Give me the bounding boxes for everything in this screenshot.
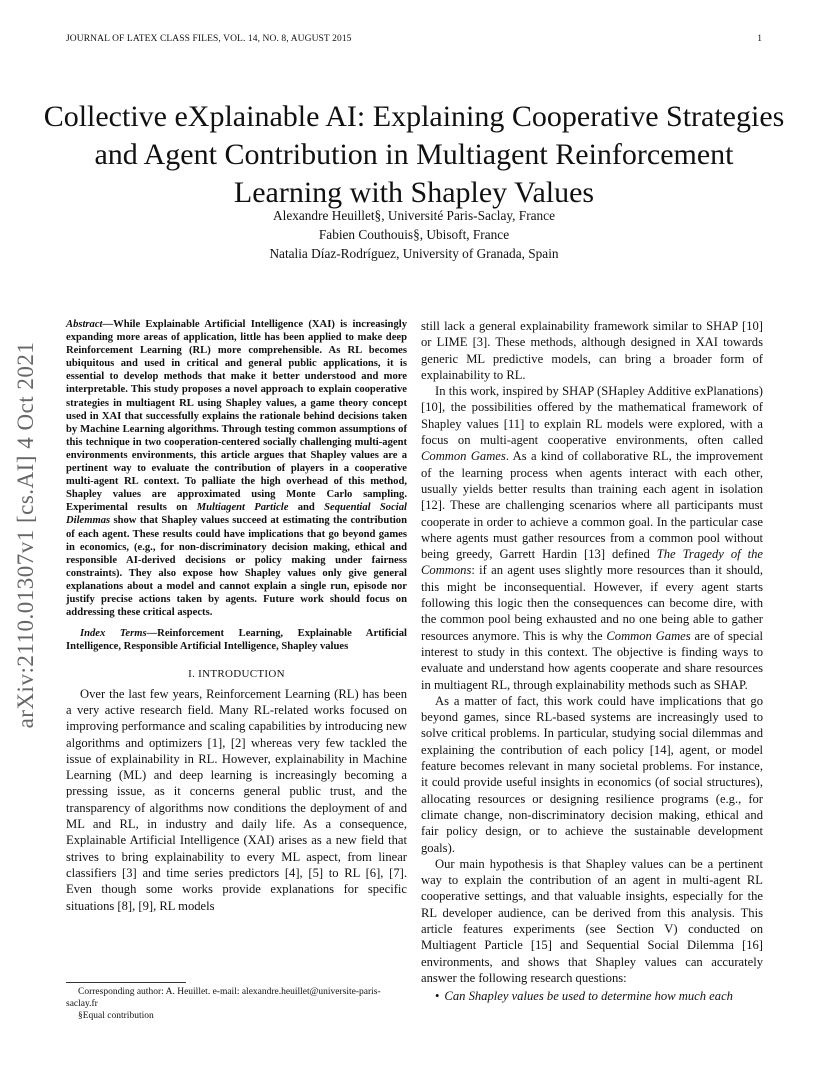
abstract-env1: Multiagent Particle — [196, 502, 289, 514]
intro-paragraph-4: Our main hypothesis is that Shapley values can be a pertinent way to explain the contribution of an agent in multi-agent RL cooperative settings, and that valuable insights, especially for the RL developer audience, can be derived from this analysis. This article features experiments (see Section V) conducted on Multiagent Particle [15] and Sequential Social Dilemma [16] environments, and shows that Shapley values can accurately answer the following research questions: — [421, 856, 763, 985]
intro-paragraph-continued: still lack a general explainability framework similar to SHAP [10] or LIME [3]. These methods, although designed in XAI towards generic ML predictive models, can bring a broader form of explainability to RL. — [421, 319, 763, 382]
research-question-1: • Can Shapley values be used to determine how much each — [435, 989, 733, 1004]
intro-paragraph-1: Over the last few years, Reinforcement Learning (RL) has been a very active research field. Many RL-related works focused on improving performance and scaling capabilities by introducing new algorithms and optimizers [1], [2] whereas very few tackled the issue of explainability in RL. However, explainability in Machine Learning (ML) and deep learning is increasingly becoming a pressing issue, as it concerns general public trust, and the transparency of algorithms now conditions the deployment of and ML and RL, in industry and daily life. As a consequence, Explainable Artificial Intelligence (XAI) arises as a new field that strives to bring explainability to every ML aspect, from linear classifiers [3] and time series predictors [4], [5] to RL [6], [7]. Even though some works provide explanations for specific situations [8], [9], RL models — [66, 686, 407, 913]
index-terms-text: —Reinforcement Learning, Explainable Artificial Intelligence, Responsible Artificial Intelligence, Shapley values — [66, 628, 407, 653]
footnote-rule — [66, 982, 186, 983]
index-terms-label: Index Terms — [80, 628, 147, 640]
paper-title: Collective eXplainable AI: Explaining Cooperative Strategies and Agent Contribution in Multiagent Reinforcement Learning with Shapley Values — [43, 100, 785, 210]
right-column — [421, 318, 763, 1004]
footnote-equal: §Equal contribution — [78, 1011, 154, 1021]
left-column — [66, 318, 407, 914]
intro-paragraph-2: In this work, inspired by SHAP (SHapley Additive exPlanations) [10], the possibilities offered by the mathematical framework of Shapley values [11] to explain RL models were explored, with a focus on multi-agent cooperative environments, often called Common Games. As a kind of collaborative RL, the improvement of the learning process when agents interact with each other, usually yields better results than training each agent in isolation [12]. These are challenging scenarios where all participants must cooperate in order to achieve a common goal. In the particular case where agents must gather resources from a common pool without being greedy, Garrett Hardin [13] defined The Tragedy of the Commons: if an agent uses slightly more resources than it should, this might be inconsequential. However, if every agent starts following this logic then the consequences can become dire, with the common pool being exhausted and no one being able to gather resources anymore. This is why the Common Games are of special interest to study in this context. The objective is finding ways to evaluate and understand how agents cooperate and share resources in multiagent RL, through explainability methods such as SHAP. — [421, 384, 764, 692]
author-1: Alexandre Heuillet§, Université Paris-Saclay, France — [273, 208, 555, 223]
abstract-text-2: show that Shapley values succeed at estimating the contribution of each agent. These results could have implications that go beyond games in economics, (e.g., for non-discriminatory decision making, ethical and responsible AI-derived decisions or policy making under fairness constraints). They also expose how Shapley values only give general explanations about a model and cannot explain a single run, episode nor justify precise actions taken by agents. Future work should focus on addressing these critical aspects. — [66, 515, 407, 619]
footnote-corresponding: Corresponding author: A. Heuillet. e-mail: alexandre.heuillet@universite-paris-saclay.fr — [66, 987, 381, 1009]
abstract-label: Abstract — [66, 319, 103, 330]
section-heading-introduction: I. INTRODUCTION — [188, 668, 285, 681]
index-terms — [66, 627, 407, 653]
running-head: JOURNAL OF LATEX CLASS FILES, VOL. 14, NO. 8, AUGUST 2015 — [66, 34, 352, 44]
intro-paragraph-3: As a matter of fact, this work could have implications that go beyond games, since RL-based systems are increasingly used to solve critical problems. In particular, studying social dilemmas and explaining the contribution of each policy [14], agent, or model feature becomes relevant in many societal problems. For instance, it could provide useful insights in economics (of social structures), allocating resources or designing resilience programs (e.g., for climate change, non-discriminatory decision making, ethical and fair policy design, or to achieve the sustainable development goals). — [421, 693, 763, 855]
abstract — [66, 318, 407, 619]
abstract-text: —While Explainable Artificial Intelligence (XAI) is increasingly expanding more areas of application, little has been applied to make deep Reinforcement Learning (RL) more comprehensible. As RL becomes ubiquitous and used in critical and general public applications, it is essential to develop methods that make it better understood and more interpretable. This study proposes a novel approach to explain cooperative strategies in multiagent RL using Shapley values, a game theory concept used in XAI that successfully explains the rationale behind decisions taken by Machine Learning algorithms. Through testing common assumptions of this technique in two cooperation-centered socially challenging multi-agent environments environments, this article argues that Shapley values are a pertinent way to evaluate the contribution of players in a cooperative multi-agent RL context. To palliate the high overhead of this method, Shapley values are approximated using Monte Carlo sampling. Experimental results on — [66, 319, 407, 514]
abstract-env2: Sequential Social Dilemmas — [66, 502, 407, 527]
bullet-icon: • — [435, 989, 440, 1004]
arxiv-stamp — [8, 305, 44, 765]
author-3: Natalia Díaz-Rodríguez, University of Granada, Spain — [269, 246, 559, 261]
arxiv-stamp-text: arXiv:2110.01307v1 [cs.AI] 4 Oct 2021 — [13, 341, 38, 729]
abstract-and: and — [288, 502, 325, 514]
author-list — [100, 206, 728, 263]
footnotes — [66, 974, 407, 1022]
author-2: Fabien Couthouis§, Ubisoft, France — [318, 227, 510, 242]
page-number: 1 — [757, 34, 762, 44]
